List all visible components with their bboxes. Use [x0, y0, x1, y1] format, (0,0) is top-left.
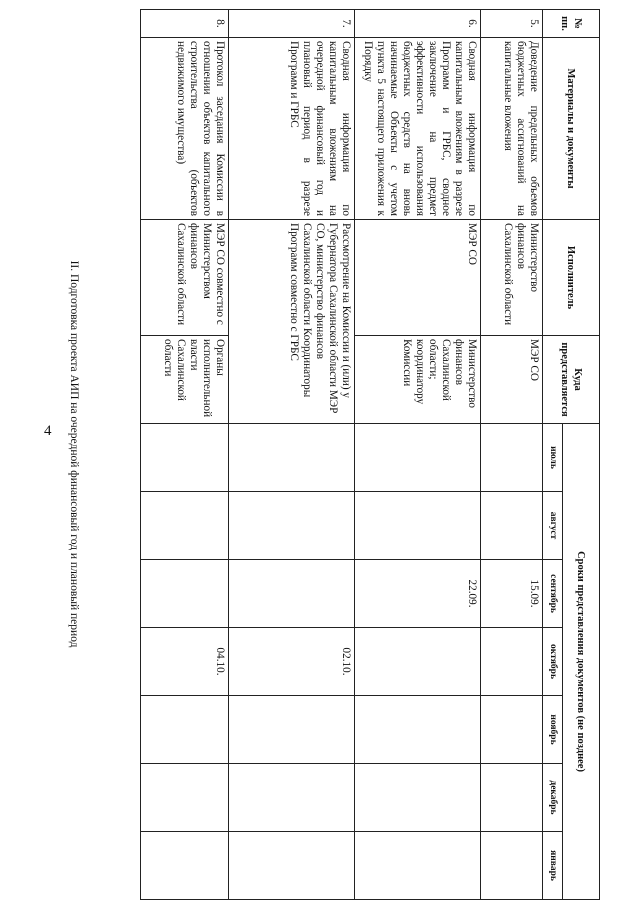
- header-deadlines: Сроки представления документов (не позднее): [563, 424, 600, 900]
- rotated-table-page: [68, 9, 600, 899]
- table-row: [481, 10, 543, 900]
- row-destination: МЭР СО: [481, 336, 543, 424]
- table-row: [229, 10, 355, 900]
- table-row: [141, 10, 229, 900]
- table-row: [355, 10, 481, 900]
- row-executor: МЭР СО совместно с Министерством финансов Сахалинской области: [141, 220, 229, 336]
- header-month-september: сентябрь: [543, 560, 563, 628]
- date-july: [355, 424, 481, 492]
- date-november: [141, 696, 229, 764]
- date-august: [141, 492, 229, 560]
- page-number: 4: [44, 423, 52, 439]
- date-july: [481, 424, 543, 492]
- date-october: [481, 628, 543, 696]
- header-month-october: октябрь: [543, 628, 563, 696]
- header-executor: Исполнитель: [543, 220, 600, 336]
- row-executor: Рассмотрение на Комиссии и (или) у Губернатора Сахалинской области МЭР СО, министерство финансов Сахалинской области Координаторы Программ совместно с ГРБС: [229, 220, 355, 424]
- header-destination: Куда представляется: [543, 336, 600, 424]
- date-november: [481, 696, 543, 764]
- row-materials: Протокол заседания Комиссии в отношении объектов капитального строительства (объектов недвижимого имущества): [141, 38, 229, 220]
- header-month-december: декабрь: [543, 764, 563, 832]
- date-august: [481, 492, 543, 560]
- date-january: [481, 832, 543, 900]
- header-num: № пп.: [543, 10, 600, 38]
- date-august: [229, 492, 355, 560]
- date-december: [141, 764, 229, 832]
- row-materials: Доведение предельных объемов бюджетных ассигнований на капитальные вложения: [481, 38, 543, 220]
- row-num: 5.: [481, 10, 543, 38]
- row-num: 7.: [229, 10, 355, 38]
- date-december: [355, 764, 481, 832]
- date-september: 15.09.: [481, 560, 543, 628]
- header-month-january: январь: [543, 832, 563, 900]
- date-october: 02.10.: [229, 628, 355, 696]
- date-october: 04.10.: [141, 628, 229, 696]
- deadlines-table: [140, 9, 600, 900]
- row-materials: Сводная информация по капитальным вложениям в разрезе Программ и ГРБС, сводное заключение на предмет эффективности использования бюджетных средств на вновь начинаемые Объекты с учетом пункта 5 настоящего приложения к Порядку: [355, 38, 481, 220]
- section-heading: II. Подготовка проекта АИП на очередной финансовый год и плановый период: [68, 260, 80, 648]
- header-month-august: август: [543, 492, 563, 560]
- row-materials: Сводная информация по капитальным вложениям на очередной финансовый год и плановый период в разрезе Программ и ГРБС: [229, 38, 355, 220]
- header-month-november: ноябрь: [543, 696, 563, 764]
- row-num: 6.: [355, 10, 481, 38]
- date-november: [229, 696, 355, 764]
- header-month-july: июль: [543, 424, 563, 492]
- date-september: 22.09.: [355, 560, 481, 628]
- date-january: [141, 832, 229, 900]
- date-august: [355, 492, 481, 560]
- row-destination: Органы исполнительной власти Сахалинской области: [141, 336, 229, 424]
- date-january: [355, 832, 481, 900]
- date-january: [229, 832, 355, 900]
- date-september: [141, 560, 229, 628]
- row-executor: Министерство финансов Сахалинской области: [481, 220, 543, 336]
- date-december: [481, 764, 543, 832]
- date-july: [229, 424, 355, 492]
- date-july: [141, 424, 229, 492]
- header-materials: Материалы и документы: [543, 38, 600, 220]
- date-december: [229, 764, 355, 832]
- date-october: [355, 628, 481, 696]
- date-september: [229, 560, 355, 628]
- row-destination: Министерство финансов Сахалинской области; координатору Комиссии: [355, 336, 481, 424]
- date-november: [355, 696, 481, 764]
- row-executor: МЭР СО: [355, 220, 481, 336]
- row-num: 8.: [141, 10, 229, 38]
